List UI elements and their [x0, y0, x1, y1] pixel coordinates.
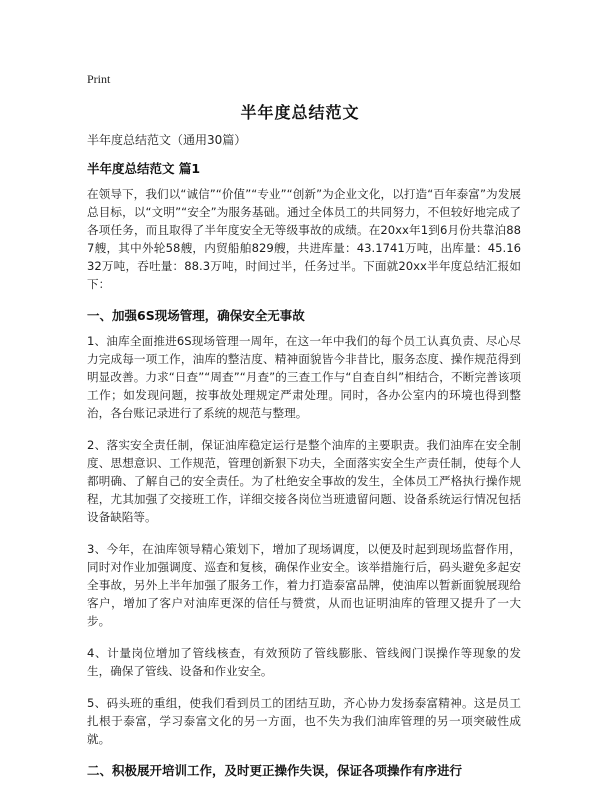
paragraph-2: 2、落实安全责任制，保证油库稳定运行是整个油库的主要职责。我们油库在安全制度、思想意识、工作规范，管理创新狠下功夫，全面落实安全生产责任制，使每个人都明确、了解自己的安全责任。为了杜绝安全事故的发生，全体员工严格执行操作规程，尤其加强了交接班工作，详细交接各岗位当班遗留问题、设备系统运行情况包括设备缺陷等。 [87, 438, 521, 524]
document-subtitle: 半年度总结范文（通用30篇） [87, 133, 247, 147]
intro-paragraph: 在领导下，我们以“诚信”“价值”“专业”“创新”为企业文化，以打造“百年泰富”为发展总目标，以“文明”“安全”为服务基础。通过全体员工的共同努力，不但较好地完成了各项任务，而且取得了半年度安全无等级事故的成绩。在20xx年1到6月份共靠泊887艘，其中外轮58艘，内贸船舶829艘，共进库量：43.1741万吨，出库量：45.1632万吨，吞吐量：88.3万吨，时间过半，任务过半。下面就20xx半年度总结汇报如下： [87, 187, 521, 291]
print-link[interactable]: Print [87, 72, 111, 86]
page-title: 半年度总结范文 [240, 103, 360, 122]
heading-one: 一、加强6S现场管理，确保安全无事故 [87, 308, 305, 323]
paragraph-4: 4、计量岗位增加了管线核查，有效预防了管线膨胀、管线阀门误操作等现象的发生，确保了管线、设备和作业安全。 [87, 646, 521, 678]
paragraph-5: 5、码头班的重组，使我们看到员工的团结互助，齐心协力发扬泰富精神。这是员工扎根于泰富，学习泰富文化的另一方面，也不失为我们油库管理的另一项突破性成就。 [87, 696, 521, 746]
paragraph-1: 1、油库全面推进6S现场管理一周年，在这一年中我们的每个员工认真负责、尽心尽力完成每一项工作，油库的整洁度、精神面貌皆今非昔比，服务态度、操作规范得到明显改善。力求“日查”“周查”“月查”的三查工作与“自查自纠”相结合，不断完善该项工作；如发现问题，按事故处理规定严肃处理。同时，各办公室内的环境也得到整治，各台账记录进行了系统的规范与整理。 [87, 334, 521, 420]
document-body [87, 132, 521, 787]
heading-two: 二、积极展开培训工作，及时更正操作失误，保证各项操作有序进行 [87, 763, 463, 778]
section-title: 半年度总结范文 篇1 [87, 161, 201, 176]
paragraph-3: 3、今年，在油库领导精心策划下，增加了现场调度，以便及时起到现场监督作用，同时对作业加强调度、巡查和复核，确保作业安全。该举措施行后，码头避免多起安全事故，另外上半年加强了服务工作，着力打造泰富品牌，使油库以暂新面貌展现给客户，增加了客户对油库更深的信任与赞赏，从而也证明油库的管理又提升了一大步。 [87, 542, 521, 628]
